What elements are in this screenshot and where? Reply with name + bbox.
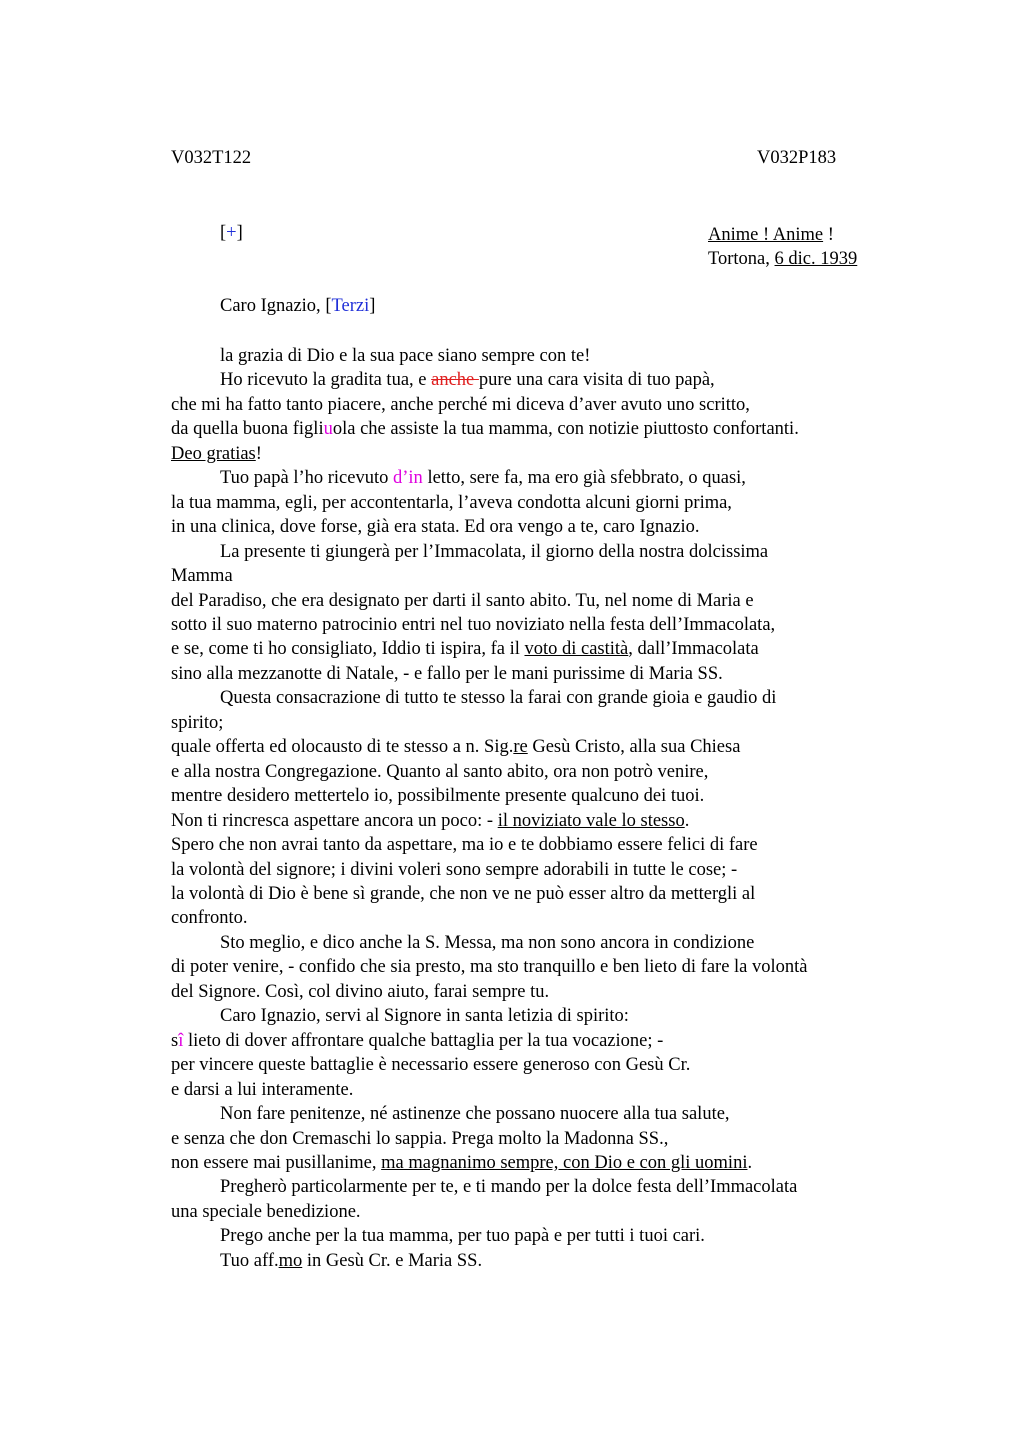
motto-tail: !: [823, 225, 834, 245]
text-segment: e se, come ti ho consigliato, Iddio ti ispira, fa il: [171, 639, 525, 660]
letter-line: La presente ti giungerà per l’Immacolata, il giorno della nostra dolcissima: [220, 541, 769, 562]
text-segment: .: [684, 810, 690, 831]
motto-text: Anime ! Anime: [708, 225, 824, 245]
letter-line: sino alla mezzanotte di Natale, - e fallo per le mani purissime di Maria SS.: [171, 663, 723, 684]
letter-line: e darsi a lui interamente.: [171, 1079, 354, 1100]
text-segment: letto, sere fa, ma ero già sfebbrato, o quasi,: [422, 468, 746, 489]
letter-line: [171, 809, 911, 833]
letter-line: [171, 1151, 911, 1175]
text-segment: Tuo aff.: [220, 1250, 279, 1271]
salutation-text: Caro Ignazio,: [220, 296, 326, 316]
text-segment: Tuo papà l’ho ricevuto: [220, 468, 393, 489]
inserted-text: u: [323, 419, 333, 440]
document-ref-left: V032T122: [171, 148, 252, 168]
letter-line: e alla nostra Congregazione. Quanto al santo abito, ora non potrò venire,: [171, 761, 709, 782]
letter-line: che mi ha fatto tanto piacere, anche perché mi diceva d’aver avuto uno scritto,: [171, 394, 750, 415]
letter-line: Sto meglio, e dico anche la S. Messa, ma non sono ancora in condizione: [220, 932, 755, 953]
text-segment: pure una cara visita di tuo papà,: [478, 370, 715, 391]
text-segment: in Gesù Cr. e Maria SS.: [302, 1250, 483, 1271]
letter-line: [171, 417, 911, 441]
deleted-text: anche: [431, 370, 479, 391]
letter-line: del Paradiso, che era designato per darti il santo abito. Tu, nel nome di Maria e: [171, 590, 754, 611]
text-segment: Gesù Cristo, alla sua Chiesa: [527, 737, 741, 758]
salutation: [220, 296, 375, 317]
letter-line: di poter venire, - confido che sia presto, ma sto tranquillo e ben lieto di fare la volontà: [171, 957, 808, 978]
letter-line: la volontà di Dio è bene sì grande, che non ve ne può esser altro da mettergli al: [171, 883, 756, 904]
letter-line: Mamma: [171, 566, 233, 587]
letter-line: Caro Ignazio, servi al Signore in santa letizia di spirito:: [220, 1006, 629, 1027]
letter-line: la tua mamma, egli, per accontentarla, l’aveva condotta alcuni giorni prima,: [171, 492, 732, 513]
underlined-text: il noviziato vale lo stesso: [497, 810, 685, 831]
text-segment: s: [171, 1030, 179, 1051]
motto-line: [708, 223, 857, 247]
letter-line: mentre desidero mettertelo io, possibilmente presente qualcuno dei tuoi.: [171, 786, 705, 807]
text-segment: lieto di dover affrontare qualche battaglia per la tua vocazione; -: [183, 1030, 664, 1051]
text-segment: quale offerta ed olocausto di te stesso a n. Sig.: [171, 737, 514, 758]
recipient-surname: Terzi: [331, 296, 370, 316]
inserted-text: d’in: [393, 468, 423, 489]
letter-line: Prego anche per la tua mamma, per tuo papà e per tutti i tuoi cari.: [220, 1226, 705, 1247]
letter-line: [171, 1029, 911, 1053]
letter-line: del Signore. Così, col divino aiuto, farai sempre tu.: [171, 981, 550, 1002]
cross-symbol: +: [226, 223, 237, 243]
bracket-close: ]: [369, 296, 376, 316]
letter-line: Questa consacrazione di tutto te stesso la farai con grande gioia e gaudio di: [220, 688, 777, 709]
letter-line: e senza che don Cremaschi lo sappia. Prega molto la Madonna SS.,: [171, 1128, 669, 1149]
text-segment: !: [255, 443, 262, 464]
letter-line: [171, 368, 911, 392]
letter-line: Non fare penitenze, né astinenze che possano nuocere alla tua salute,: [220, 1104, 730, 1125]
place-date-line: [708, 247, 857, 271]
letter-line: in una clinica, dove forse, già era stata. Ed ora vengo a te, caro Ignazio.: [171, 517, 700, 538]
letter-line: la grazia di Dio e la sua pace siano sempre con te!: [220, 346, 591, 366]
text-segment: Ho ricevuto la gradita tua, e: [220, 370, 432, 391]
letter-line: [171, 735, 911, 759]
text-segment: da quella buona figli: [171, 419, 324, 440]
letter-line: per vincere queste battaglie è necessario essere generoso con Gesù Cr.: [171, 1055, 691, 1076]
motto-block: [708, 223, 857, 271]
closing-line: [171, 1249, 911, 1273]
text-segment: non essere mai pusillanime,: [171, 1152, 382, 1173]
underlined-text: re: [513, 737, 528, 758]
text-segment: ola che assiste la tua mamma, con notizie piuttosto confortanti.: [332, 419, 799, 440]
underlined-text: mo: [278, 1250, 303, 1271]
place: Tortona,: [708, 249, 775, 269]
text-segment: , dall’Immacolata: [628, 639, 759, 660]
underlined-text: Deo gratias: [171, 443, 256, 464]
letter-line: Spero che non avrai tanto da aspettare, ma io e te dobbiamo essere felici di fare: [171, 835, 758, 856]
letter-line: [171, 637, 911, 661]
letter-line: Pregherò particolarmente per te, e ti mando per la dolce festa dell’Immacolata: [220, 1177, 798, 1198]
bracket-close: ]: [236, 223, 243, 243]
date: 6 dic. 1939: [774, 249, 858, 269]
bracket-open: [: [325, 296, 332, 316]
letter-line: spirito;: [171, 712, 224, 733]
bracket-open: [: [220, 223, 227, 243]
document-ref-right: V032P183: [757, 148, 837, 168]
text-segment: .: [747, 1152, 753, 1173]
underlined-text: ma magnanimo sempre, con Dio e con gli uomini: [381, 1152, 748, 1173]
letter-line: una speciale benedizione.: [171, 1201, 361, 1222]
letter-line: confronto.: [171, 908, 248, 929]
letter-body: [171, 344, 911, 1273]
letter-line: [171, 442, 911, 466]
letter-line: sotto il suo materno patrocinio entri nel tuo noviziato nella festa dell’Immacolata,: [171, 614, 776, 635]
inserted-text: î: [178, 1030, 184, 1051]
cross-mark: [220, 223, 243, 244]
text-segment: Non ti rincresca aspettare ancora un poco: -: [171, 810, 498, 831]
letter-line: la volontà del signore; i divini voleri sono sempre adorabili in tutte le cose; -: [171, 859, 738, 880]
letter-line: [171, 466, 911, 490]
underlined-text: voto di castità: [524, 639, 629, 660]
